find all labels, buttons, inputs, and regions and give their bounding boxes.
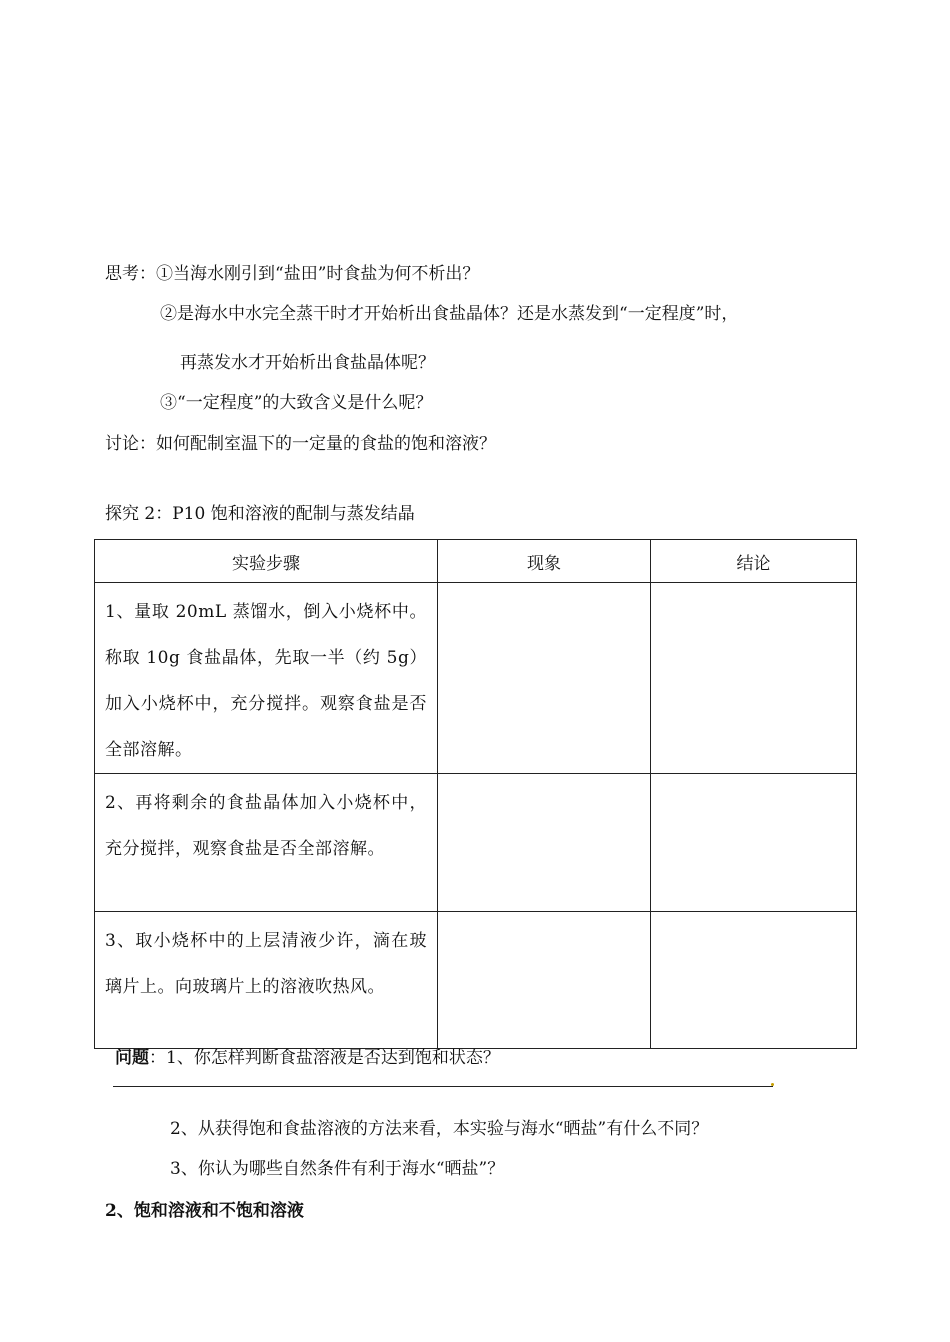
step-cell [95, 912, 438, 1049]
mark-dot [771, 1083, 774, 1086]
step-text: 1、量取 20mL 蒸馏水，倒入小烧杯中。称取 10g 食盐晶体，先取一半（约 5g）加入小烧杯中，充分搅拌。观察食盐是否全部溶解。 [105, 602, 427, 760]
questions-label: 问题 [115, 1048, 149, 1068]
answer-line[interactable] [113, 1086, 773, 1087]
conclusion-cell[interactable] [651, 912, 857, 1049]
think-question-2a: ②是海水中水完全蒸干时才开始析出食盐晶体？还是水蒸发到“一定程度”时， [160, 304, 739, 324]
step-text: 2、再将剩余的食盐晶体加入小烧杯中，充分搅拌，观察食盐是否全部溶解。 [105, 793, 427, 859]
explore-title: 探究 2：P10 饱和溶液的配制与蒸发结晶 [105, 504, 415, 524]
question-1-line [115, 1047, 500, 1069]
think-question-3: ③“一定程度”的大致含义是什么呢？ [160, 393, 433, 413]
step-cell [95, 583, 438, 774]
phenomenon-cell[interactable] [438, 583, 651, 774]
conclusion-cell[interactable] [651, 774, 857, 912]
table-row [95, 912, 857, 1049]
conclusion-cell[interactable] [651, 583, 857, 774]
step-text: 3、取小烧杯中的上层清液少许，滴在玻璃片上。向玻璃片上的溶液吹热风。 [105, 931, 427, 997]
table-row [95, 583, 857, 774]
table-row [95, 774, 857, 912]
think-question-1: 思考：①当海水刚引到“盐田”时食盐为何不析出？ [105, 264, 480, 284]
think-question-2b: 再蒸发水才开始析出食盐晶体呢？ [180, 353, 435, 373]
phenomenon-cell[interactable] [438, 912, 651, 1049]
question-1-text: ：1、你怎样判断食盐溶液是否达到饱和状态？ [149, 1048, 500, 1068]
discussion-prompt: 讨论：如何配制室温下的一定量的食盐的饱和溶液？ [105, 434, 496, 454]
header-conclusion: 结论 [651, 540, 857, 583]
question-2: 2、从获得饱和食盐溶液的方法来看，本实验与海水“晒盐”有什么不同？ [170, 1119, 709, 1139]
table-header-row [95, 540, 857, 583]
header-phenomenon: 现象 [438, 540, 651, 583]
phenomenon-cell[interactable] [438, 774, 651, 912]
section-heading: 2、饱和溶液和不饱和溶液 [105, 1201, 304, 1221]
experiment-table [94, 539, 857, 1049]
step-cell [95, 774, 438, 912]
question-3: 3、你认为哪些自然条件有利于海水“晒盐”？ [170, 1159, 505, 1179]
header-steps: 实验步骤 [95, 540, 438, 583]
